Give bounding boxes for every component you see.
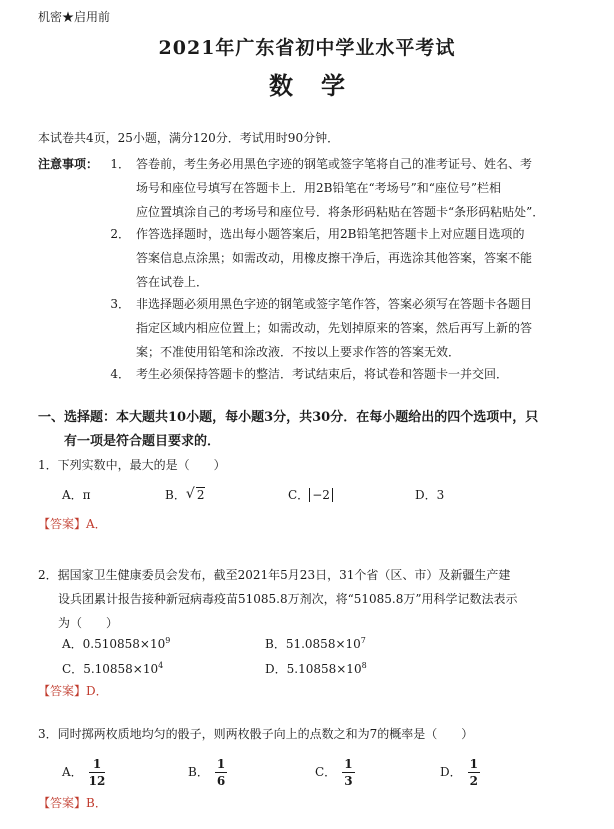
classification-label: 机密★启用前 (38, 10, 111, 24)
fraction-denominator: 12 (88, 774, 106, 788)
note-line: 作答选择题时，选出每小题答案后，用2B铅笔把答题卡上对应题目选项的 (136, 227, 525, 241)
exam-subject: 数学 (269, 71, 373, 100)
note-number: 1． (110, 157, 130, 171)
option-value: 5.10858×10 (83, 662, 159, 676)
option-label: D． (265, 662, 287, 676)
section-line: 有一项是符合题目要求的． (64, 434, 221, 449)
option-exponent: 8 (361, 661, 367, 670)
fraction (215, 756, 227, 789)
q3-option-a (62, 756, 105, 789)
note-line: 答卷前，考生务必用黑色字迹的钢笔或签字笔将自己的准考证号、姓名、考 (136, 157, 533, 171)
note-number: 4． (110, 367, 130, 381)
note-line: 答在试卷上． (136, 275, 209, 289)
fraction (342, 756, 354, 789)
q2-stem-line: 设兵团累计报告接种新冠病毒疫苗51085.8万剂次，将“51085.8万”用科学记数法表示 (58, 592, 518, 606)
q3-options (0, 752, 614, 788)
q3-option-b (188, 756, 227, 789)
option-value: −2 (309, 488, 333, 502)
q1-stem: 1．下列实数中，最大的是（ ） (38, 458, 226, 472)
option-value: 0.510858×10 (82, 637, 166, 651)
q3-option-c (315, 756, 355, 789)
note-number: 3． (110, 297, 130, 311)
option-exponent: 7 (360, 636, 366, 645)
note-item (110, 362, 508, 386)
option-value: 3 (436, 488, 445, 502)
exam-title: 2021年广东省初中学业水平考试 (158, 37, 456, 59)
exam-intro: 本试卷共4页，25小题，满分120分．考试用时90分钟． (38, 131, 340, 145)
option-value: 51.0858×10 (285, 637, 361, 651)
fraction-numerator: 1 (469, 757, 478, 771)
note-line: 场号和座位号填写在答题卡上．用2B铅笔在“考场号”和“座位号”栏相 (136, 181, 501, 195)
q1-option-c (288, 486, 333, 503)
note-line: 非选择题必须用黑色字迹的钢笔或签字笔作答，答案必须写在答题卡各题目 (136, 297, 533, 311)
note-item (110, 292, 532, 364)
q1-option-a (62, 486, 91, 503)
section-heading (38, 406, 538, 454)
q2-option-a (62, 635, 170, 652)
option-exponent: 9 (165, 636, 171, 645)
option-label: A． (62, 765, 83, 779)
note-line: 考生必须保持答题卡的整洁．考试结束后，将试卷和答题卡一并交回． (136, 367, 509, 381)
fraction-numerator: 1 (344, 757, 353, 771)
note-item (110, 152, 544, 224)
q2-option-b (265, 635, 366, 652)
fraction-denominator: 2 (469, 774, 478, 788)
q1-option-d (415, 486, 444, 503)
note-number: 2． (110, 227, 130, 241)
q3-option-d (440, 756, 480, 789)
sqrt-symbol: √ 2 (185, 486, 205, 502)
note-line: 案；不准使用铅笔和涂改液．不按以上要求作答的答案无效． (136, 345, 461, 359)
q2-option-d (265, 660, 367, 677)
option-value: π (82, 488, 91, 502)
option-label: C． (288, 488, 310, 502)
option-label: B． (265, 637, 286, 651)
q2-stem (38, 563, 518, 635)
q1-answer: 【答案】A． (38, 517, 107, 531)
fraction-denominator: 6 (216, 774, 226, 788)
fraction-numerator: 1 (216, 757, 226, 771)
option-value: 2 (196, 488, 205, 502)
option-exponent: 4 (158, 661, 164, 670)
q1-option-b (165, 486, 205, 503)
note-line: 指定区域内相应位置上；如需改动，先划掉原来的答案，然后再写上新的答 (136, 321, 533, 335)
option-value: 5.10858×10 (286, 662, 362, 676)
q3-stem: 3．同时掷两枚质地均匀的骰子，则两枚骰子向上的点数之和为7的概率是（ ） (38, 727, 474, 741)
note-item (110, 222, 532, 294)
q2-stem-line: 2．据国家卫生健康委员会发布，截至2021年5月23日，31个省（区、市）及新疆生产建 (38, 568, 511, 582)
option-label: C． (62, 662, 84, 676)
option-label: A． (62, 488, 83, 502)
fraction-numerator: 1 (89, 756, 106, 773)
option-label: B． (188, 765, 209, 779)
q3-answer: 【答案】B． (38, 796, 107, 810)
fraction (89, 756, 106, 789)
option-label: D． (415, 488, 437, 502)
section-line: 一、选择题：本大题共10小题，每小题3分，共30分．在每小题给出的四个选项中，只 (38, 410, 539, 425)
option-label: C． (315, 765, 337, 779)
notes-label: 注意事项： (38, 157, 99, 171)
q2-option-c (62, 660, 163, 677)
fraction-denominator: 3 (344, 774, 353, 788)
note-line: 应位置填涂自己的考场号和座位号．将条形码粘贴在答题卡“条形码粘贴处”． (136, 205, 545, 219)
option-label: D． (440, 765, 462, 779)
note-line: 答案信息点涂黑；如需改动，用橡皮擦干净后，再选涂其他答案，答案不能 (136, 251, 533, 265)
q2-stem-line: 为（ ） (58, 616, 119, 630)
fraction (468, 756, 480, 789)
option-label: A． (62, 637, 83, 651)
q2-answer: 【答案】D． (38, 684, 108, 698)
option-label: B． (165, 488, 186, 502)
